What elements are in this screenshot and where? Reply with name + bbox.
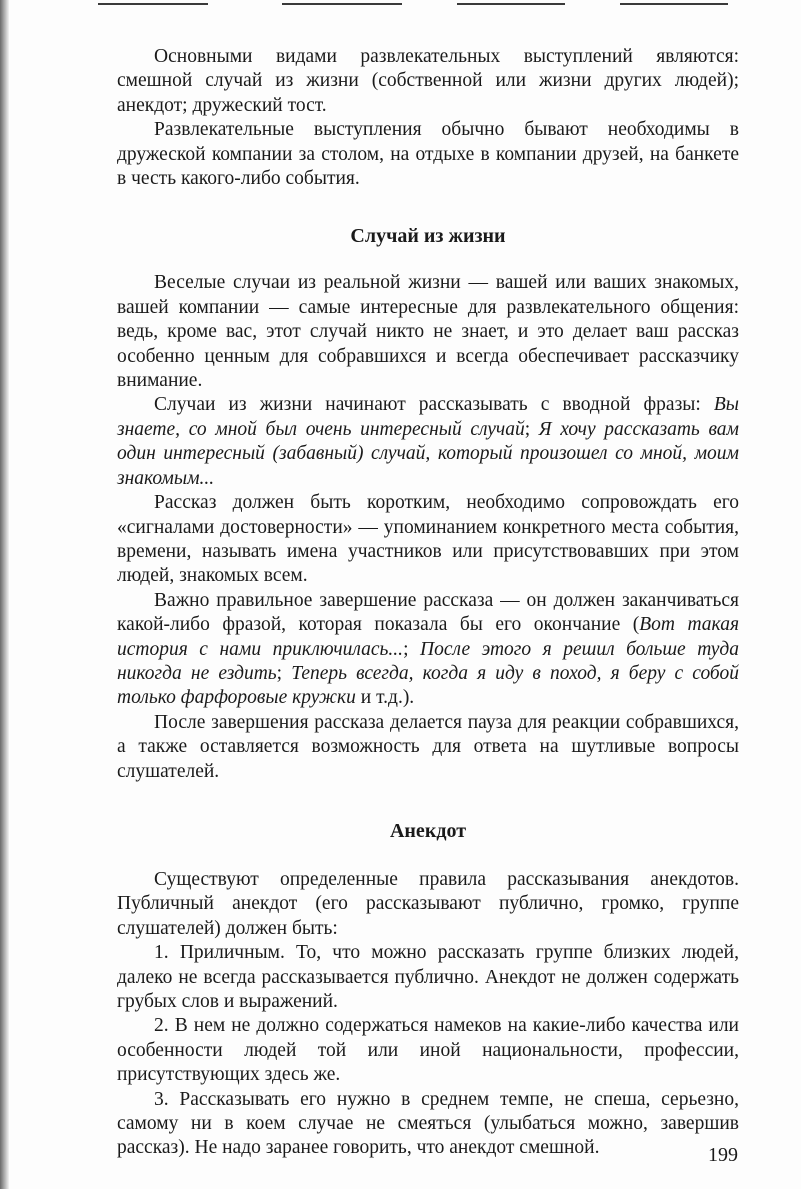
- top-edge-line: [457, 3, 565, 5]
- separator-text: ;: [276, 662, 292, 684]
- section-heading: Анекдот: [389, 819, 467, 842]
- paragraph-text: и т.д.).: [355, 687, 415, 709]
- page-content: [117, 45, 739, 1161]
- body-paragraph: Существуют определенные правила рассказывания анекдотов. Публичный анекдот (его рассказывают публично, громко, группе слушателей) должен быть:: [117, 868, 739, 939]
- rule-item: 2. В нем не должно содержаться намеков на какие-либо качества или особенности людей той или иной национальности, профессии, присутствующих здесь же.: [117, 1015, 739, 1086]
- top-edge-line: [620, 3, 728, 5]
- paragraph-text: Важно правильное завершение рассказа — он должен заканчиваться какой-либо фразой, которая показала бы его окончание (: [117, 589, 739, 636]
- intro-paragraph: Развлекательные выступления обычно бывают необходимы в дружеской компании за столом, на отдыхе в компании друзей, на банкете в честь какого-либо события.: [117, 119, 739, 190]
- example-phrase: После этого я решил больше туда никогда не ездить: [117, 638, 740, 684]
- separator-text: ;: [524, 418, 539, 440]
- rule-item: 3. Рассказывать его нужно в среднем темпе, не спеша, серьезно, самому ни в коем случае не смеяться (улыбаться можно, завершив рассказ). Не надо заранее говорить, что анекдот смешной.: [117, 1088, 739, 1159]
- intro-paragraph: Основными видами развлекательных выступлений являются: смешной случай из жизни (собственной или жизни других людей); анекдот; дружеский тост.: [117, 46, 739, 116]
- body-paragraph: [117, 589, 739, 711]
- section-heading: Случай из жизни: [350, 225, 506, 248]
- example-phrase: Я хочу рассказать вам один интересный (забавный) случай, который произошел со мной, моим знакомым...: [117, 418, 739, 489]
- example-phrase: Вы знаете, со мной был очень интересный случай: [117, 394, 739, 440]
- body-paragraph: Рассказ должен быть коротким, необходимо сопровождать его «сигналами достоверности» — упоминанием конкретного места события, времени, называть имена участников или присутствовавших при этом людей, знакомых всем.: [117, 492, 739, 587]
- body-paragraph: Веселые случаи из реальной жизни — вашей или ваших знакомых, вашей компании — самые интересные для развлекательного общения: ведь, кроме вас, этот случай никто не знает, и это делает ваш рассказ особенно ценным для собравшихся и всегда обеспечивает рассказчику внимание.: [117, 272, 739, 392]
- body-paragraph: После завершения рассказа делается пауза для реакции собравшихся, а также оставляется возможность для ответа на шутливые вопросы слушателей.: [117, 711, 739, 782]
- paragraph-text: Случаи из жизни начинают рассказывать с вводной фразы:: [154, 394, 714, 416]
- example-phrase: Теперь всегда, когда я иду в поход, я беру с собой только фарфоровые кружки: [117, 662, 739, 709]
- top-edge-line: [98, 3, 208, 5]
- body-paragraph: [117, 393, 739, 491]
- top-edge-line: [282, 3, 402, 5]
- page-spine-shadow: [0, 0, 9, 1189]
- page-number: 199: [708, 1144, 738, 1166]
- separator-text: ;: [403, 638, 420, 660]
- example-phrase: Вот такая история с нами приключилась...: [117, 614, 740, 660]
- rule-item: 1. Приличным. То, что можно рассказать группе близких людей, далеко не всегда рассказывается публично. Анекдот не должен содержать грубых слов и выражений.: [117, 942, 739, 1012]
